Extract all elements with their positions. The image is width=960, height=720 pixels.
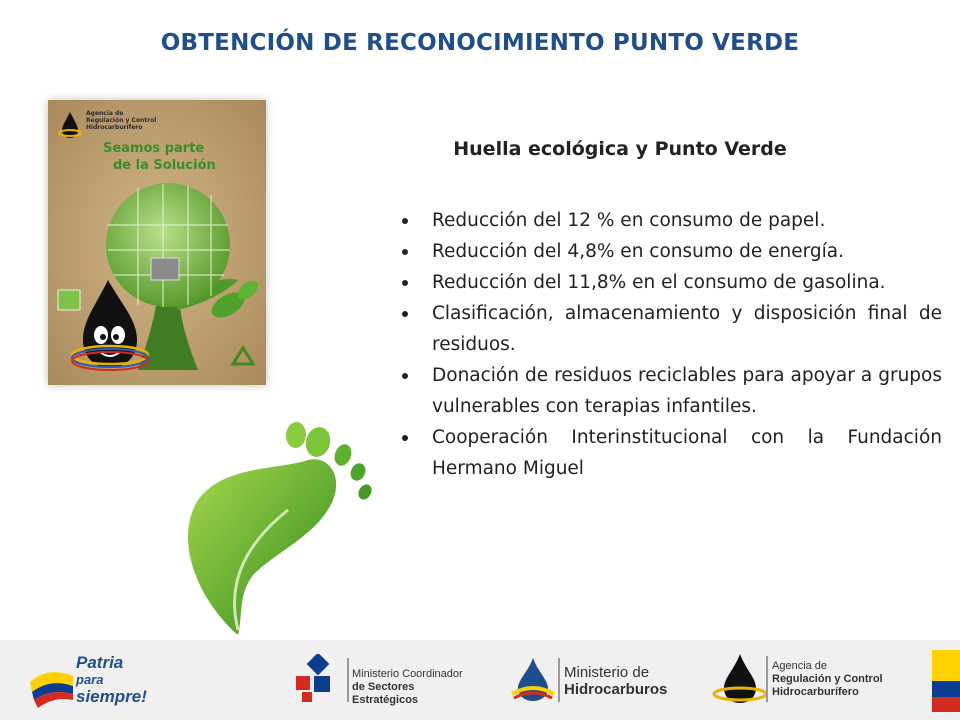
poster-agency-line: Regulación y Control	[86, 117, 157, 124]
poster-agency-line: Hidrocarburífero	[86, 124, 143, 131]
mcse-emblem-icon	[292, 654, 344, 706]
ministerio-hidrocarburos-logo	[508, 654, 678, 706]
page-title: OBTENCIÓN DE RECONOCIMIENTO PUNTO VERDE	[160, 30, 800, 56]
green-footprint-image	[168, 400, 378, 640]
arch-text: Agencia de	[772, 660, 828, 672]
bullet-icon	[402, 218, 408, 224]
achievements-list	[400, 205, 942, 484]
list-item	[400, 360, 942, 422]
bullet-icon	[402, 373, 408, 379]
bullet-icon	[402, 311, 408, 317]
mcse-text: Ministerio Coordinador	[352, 668, 463, 680]
section-subtitle: Huella ecológica y Punto Verde	[453, 138, 787, 160]
arch-text: Hidrocarburífero	[772, 686, 859, 698]
arch-agency-logo	[712, 652, 902, 708]
mh-text: Hidrocarburos	[564, 681, 668, 698]
campaign-poster-image	[48, 100, 266, 385]
ecuador-flag-stripe	[932, 650, 960, 712]
list-item-text: Reducción del 12 % en consumo de papel.	[432, 210, 826, 231]
list-item-text: Reducción del 4,8% en consumo de energía.	[432, 241, 844, 262]
poster-slogan	[103, 140, 253, 174]
poster-agency-label	[86, 110, 196, 131]
hydrocarbon-drop-icon	[508, 654, 558, 704]
poster-slogan-line: Seamos parte	[103, 141, 205, 156]
list-item-text: Cooperación Interinstitucional con la Fundación Hermano Miguel	[432, 427, 942, 479]
logo-divider	[558, 658, 560, 702]
poster-agency-line: Agencia de	[86, 110, 124, 117]
list-item-text: Clasificación, almacenamiento y disposición final de residuos.	[432, 303, 942, 355]
list-item	[400, 205, 942, 236]
patria-para-siempre-logo	[28, 652, 148, 712]
footer-logo-bar	[0, 640, 960, 720]
list-item	[400, 298, 942, 360]
patria-text: para	[76, 672, 104, 687]
list-item-text: Donación de residuos reciclables para apoyar a grupos vulnerables con terapias infantiles.	[432, 365, 942, 417]
list-item	[400, 236, 942, 267]
arch-text: Regulación y Control	[772, 673, 883, 685]
mcse-text: de Sectores Estratégicos	[352, 681, 419, 706]
mh-text: Ministerio de	[564, 664, 650, 681]
list-item-text: Reducción del 11,8% en el consumo de gasolina.	[432, 272, 886, 293]
list-item	[400, 267, 942, 298]
logo-divider	[347, 658, 349, 702]
patria-text: siempre!	[76, 687, 147, 706]
logo-divider	[766, 656, 768, 702]
poster-slogan-line: de la Solución	[113, 158, 216, 173]
bullet-icon	[402, 249, 408, 255]
list-item	[400, 422, 942, 484]
ministerio-coordinador-logo	[292, 654, 482, 706]
bullet-icon	[402, 280, 408, 286]
bullet-icon	[402, 435, 408, 441]
patria-text: Patria	[76, 653, 124, 672]
oil-drop-icon	[712, 652, 768, 708]
